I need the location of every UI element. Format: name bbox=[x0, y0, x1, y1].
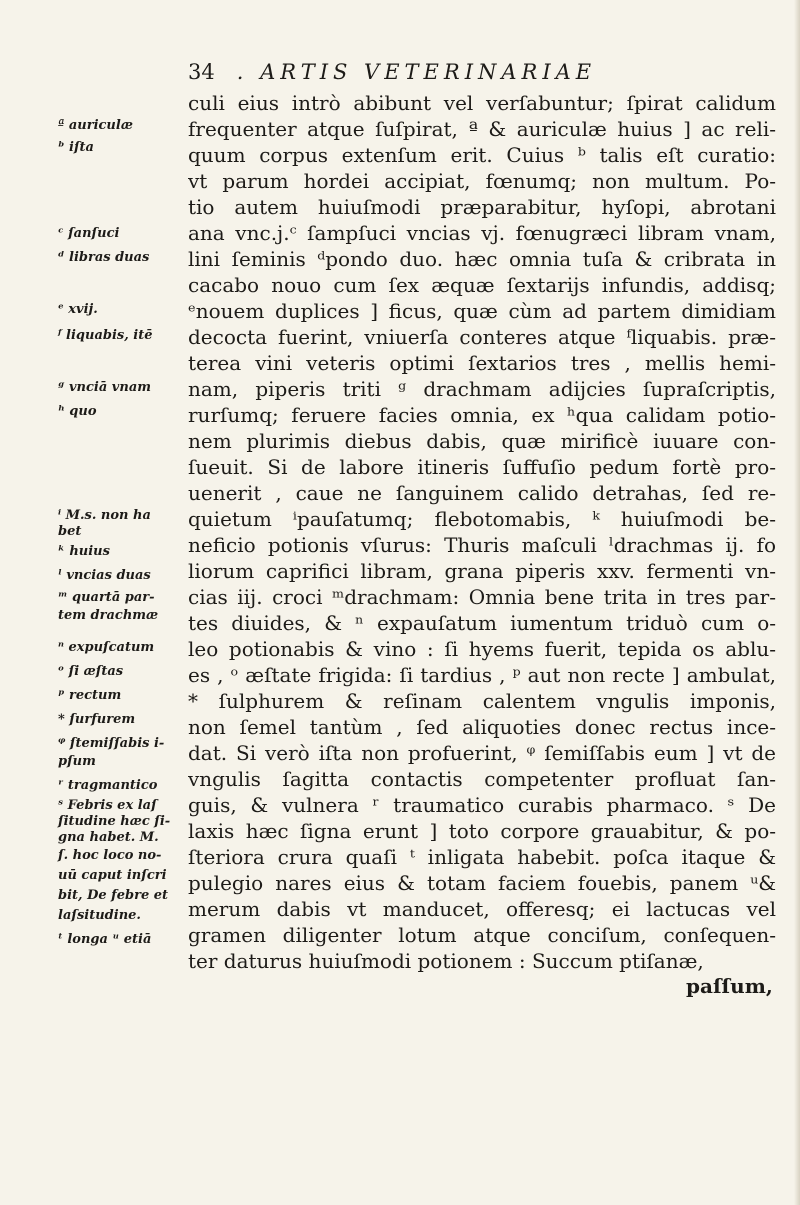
margin-note: ᵍ vnciā vnam bbox=[58, 380, 151, 395]
margin-note: uū caput inſcri bbox=[58, 868, 167, 883]
text-line: gramen diligenter lotum atque conciſum, conſequen- bbox=[188, 923, 776, 947]
text-line: * ſulphurem & reſinam calentem vngulis imponis, bbox=[188, 689, 776, 713]
text-line: neficio potionis vſurus: Thuris maſculi ˡdrachmas ij. fo bbox=[188, 533, 776, 557]
running-header bbox=[188, 60, 748, 84]
text-line: nam, piperis triti ᵍ drachmam adijcies ſupraſcriptis, bbox=[188, 377, 776, 401]
margin-note: laſsitudine. bbox=[58, 908, 141, 923]
text-line: terea vini veteris optimi ſextarios tres , mellis hemi- bbox=[188, 351, 776, 375]
text-line: frequenter atque ſuſpirat, ª & auriculæ huius ] ac reli- bbox=[188, 117, 776, 141]
margin-note: ᵖ rectum bbox=[58, 688, 122, 703]
margin-note: ᵉ xvij. bbox=[58, 302, 98, 317]
margin-note: bet bbox=[58, 524, 82, 539]
text-line: quum corpus extenſum erit. Cuius ᵇ talis eſt curatio: bbox=[188, 143, 776, 167]
margin-note: ᵈ libras duas bbox=[58, 250, 150, 265]
text-line: tes diuides, & ⁿ expauſatum iumentum triduò cum o- bbox=[188, 611, 776, 635]
margin-note: bit, De febre et bbox=[58, 888, 169, 903]
text-line: tio autem huiuſmodi præparabitur, hyſopi, abrotani bbox=[188, 195, 776, 219]
text-line: ᵉnouem duplices ] ficus, quæ cùm ad partem dimidiam bbox=[188, 299, 776, 323]
text-line: uenerit , caue ne ſanguinem calido detrahas, ſed re- bbox=[188, 481, 776, 505]
page-number: 34 bbox=[188, 60, 215, 84]
text-line: decocta fuerint, vniuerſa conteres atque ᶠliquabis. præ- bbox=[188, 325, 776, 349]
text-line: rurſumq; feruere facies omnia, ex ʰqua calidam potio- bbox=[188, 403, 776, 427]
text-line: quietum ⁱpauſatumq; flebotomabis, ᵏ huiuſmodi be- bbox=[188, 507, 776, 531]
running-title: . ARTIS VETERINARIAE bbox=[236, 60, 597, 84]
text-line: laxis hæc ſigna erunt ] toto corpore grauabitur, & po- bbox=[188, 819, 776, 843]
margin-note: * ſurfurem bbox=[58, 712, 136, 727]
margin-note: ᵇ iſta bbox=[58, 140, 94, 155]
margin-note: ª auriculæ bbox=[58, 118, 133, 133]
margin-note: ˡ vncias duas bbox=[58, 568, 151, 583]
text-line: liorum caprifici libram, grana piperis xxv. fermenti vn- bbox=[188, 559, 776, 583]
margin-note: ᵐ quartā par- bbox=[58, 590, 155, 605]
text-line: culi eius intrò abibunt vel verſabuntur; ſpirat calidum bbox=[188, 91, 776, 115]
text-line: nem plurimis diebus dabis, quæ mirificè iuuare con- bbox=[188, 429, 776, 453]
margin-note: pſum bbox=[58, 754, 96, 769]
page-edge-shadow bbox=[794, 0, 800, 1205]
text-line: ſueuit. Si de labore itineris ſuffuſio pedum fortè pro- bbox=[188, 455, 776, 479]
margin-note: ᶜ ſanſuci bbox=[58, 226, 120, 241]
text-line: ſteriora crura quaſi ᵗ inligata habebit. poſca itaque & bbox=[188, 845, 776, 869]
catchword: paſſum, bbox=[686, 974, 773, 998]
margin-note: ᶠ liquabis, itē bbox=[58, 328, 153, 343]
text-line: vngulis ſagitta contactis competenter profluat ſan- bbox=[188, 767, 776, 791]
margin-note: ⁿ expuſcatum bbox=[58, 640, 155, 655]
margin-note: ʰ quo bbox=[58, 404, 97, 419]
margin-note: ᵏ huius bbox=[58, 544, 110, 559]
margin-note: ſitudine hæc ſi- bbox=[58, 814, 171, 829]
margin-note: ˢ Febris ex laſ bbox=[58, 798, 157, 813]
text-line: merum dabis vt manducet, offeresq; ei lactucas vel bbox=[188, 897, 776, 921]
text-line: cacabo nouo cum ſex æquæ ſextarijs infundis, addisq; bbox=[188, 273, 776, 297]
text-line: guis, & vulnera ʳ traumatico curabis pharmaco. ˢ De bbox=[188, 793, 776, 817]
margin-note: ʳ tragmantico bbox=[58, 778, 158, 793]
margin-note: ᵠ ſtemiſſabis i- bbox=[58, 736, 165, 751]
margin-note: gna habet. M. bbox=[58, 830, 159, 845]
text-line: ana vnc.j.ᶜ ſampſuci vncias vj. fœnugræci libram vnam, bbox=[188, 221, 776, 245]
margin-note: ſ. hoc loco no- bbox=[58, 848, 162, 863]
text-line: cias iij. croci ᵐdrachmam: Omnia bene trita in tres par- bbox=[188, 585, 776, 609]
margin-note: ⁱ M.s. non ha bbox=[58, 508, 151, 523]
text-line: ter daturus huiuſmodi potionem : Succum ptiſanæ, bbox=[188, 949, 704, 973]
text-line: pulegio nares eius & totam faciem fouebis, panem ᵘ& bbox=[188, 871, 776, 895]
text-line: dat. Si verò iſta non profuerint, ᵠ ſemiſſabis eum ] vt de bbox=[188, 741, 776, 765]
text-line: es , ᵒ æſtate frigida: ſi tardius , ᵖ aut non recte ] ambulat, bbox=[188, 663, 776, 687]
margin-note: ᵒ ſi æſtas bbox=[58, 664, 124, 679]
text-line: non ſemel tantùm , ſed aliquoties donec rectus ince- bbox=[188, 715, 776, 739]
text-line: vt parum hordei accipiat, fœnumq; non multum. Po- bbox=[188, 169, 776, 193]
margin-note: ᵗ longa ᵘ etiā bbox=[58, 932, 152, 947]
margin-note: tem drachmæ bbox=[58, 608, 159, 623]
text-line: lini ſeminis ᵈpondo duo. hæc omnia tuſa & cribrata in bbox=[188, 247, 776, 271]
text-line: leo potionabis & vino : ſi hyems fuerit, tepida os ablu- bbox=[188, 637, 776, 661]
